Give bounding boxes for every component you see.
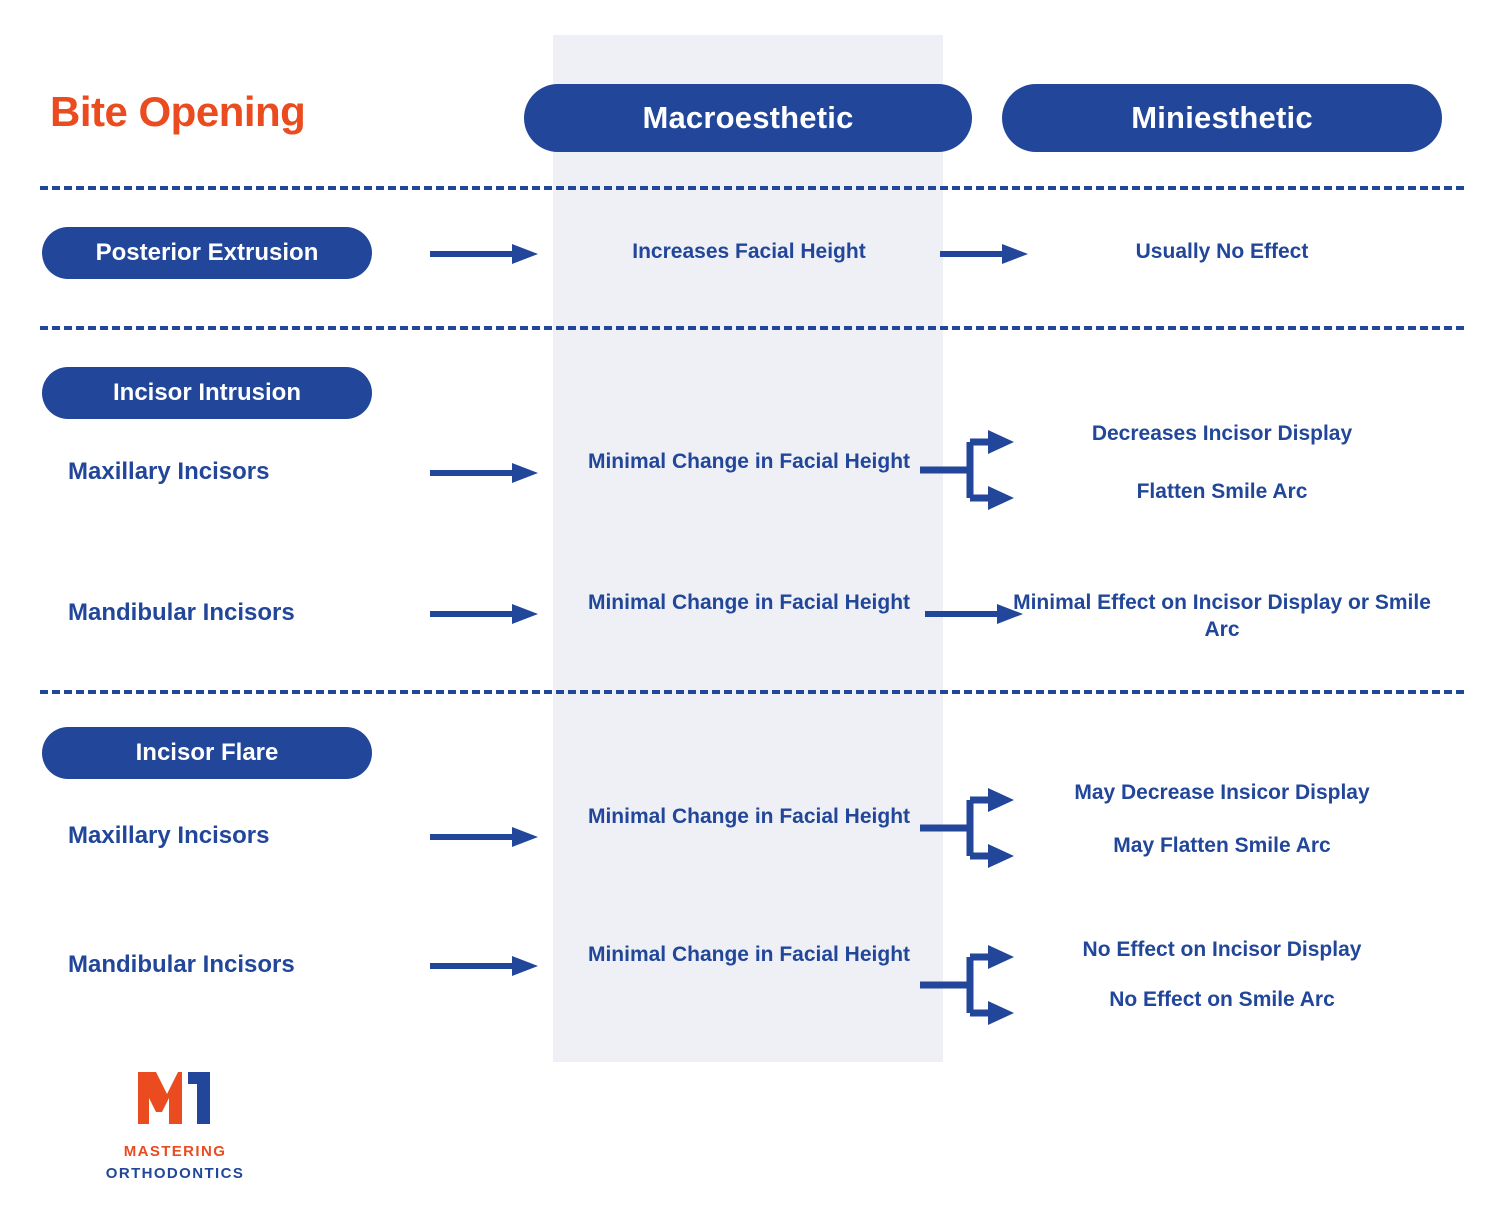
cell-mini-mandibular-intrusion-0: Minimal Effect on Incisor Display or Smile Arc xyxy=(1013,591,1431,642)
row-label-maxillary-incisors-intrusion: Maxillary Incisors xyxy=(68,458,270,485)
logo-text-line1: MASTERING xyxy=(123,1143,227,1160)
branch-arrow-maxillary-flare xyxy=(920,778,1020,878)
branch-arrow-maxillary-intrusion xyxy=(920,420,1020,520)
page-title: Bite Opening xyxy=(50,88,306,135)
arrow-mandibular-intrusion-to-macro xyxy=(430,603,540,625)
cell-mini-maxillary-flare-1: May Flatten Smile Arc xyxy=(1113,834,1331,857)
row-label-mandibular-incisors-flare: Mandibular Incisors xyxy=(68,951,295,978)
cell-mini-maxillary-intrusion-1: Flatten Smile Arc xyxy=(1136,480,1308,503)
divider-top xyxy=(40,186,1464,190)
brand-logo xyxy=(60,1068,290,1185)
section-label-incisor-flare: Incisor Flare xyxy=(42,727,372,779)
cell-mini-posterior-extrusion-0: Usually No Effect xyxy=(1135,240,1309,263)
branch-arrow-mandibular-flare xyxy=(920,935,1020,1035)
cell-macro-mandibular-intrusion: Minimal Change in Facial Height xyxy=(587,591,911,614)
column-header-miniesthetic: Miniesthetic xyxy=(1002,84,1442,152)
divider-after-posterior-extrusion xyxy=(40,326,1464,330)
cell-mini-mandibular-flare-1: No Effect on Smile Arc xyxy=(1109,988,1335,1011)
row-label-mandibular-incisors-intrusion: Mandibular Incisors xyxy=(68,599,295,626)
divider-after-incisor-intrusion xyxy=(40,690,1464,694)
cell-macro-maxillary-intrusion: Minimal Change in Facial Height xyxy=(587,450,911,473)
cell-macro-posterior-extrusion: Increases Facial Height xyxy=(632,240,866,263)
cell-mini-maxillary-intrusion-0: Decreases Incisor Display xyxy=(1091,422,1353,445)
cell-mini-maxillary-flare-0: May Decrease Insicor Display xyxy=(1074,781,1370,804)
row-label-maxillary-incisors-flare: Maxillary Incisors xyxy=(68,822,270,849)
column-header-macroesthetic: Macroesthetic xyxy=(524,84,972,152)
logo-text-line2: ORTHODONTICS xyxy=(105,1164,245,1182)
arrow-maxillary-flare-to-macro xyxy=(430,826,540,848)
cell-macro-maxillary-flare: Minimal Change in Facial Height xyxy=(587,805,911,828)
logo-text xyxy=(60,1141,290,1185)
arrow-maxillary-intrusion-to-macro xyxy=(430,462,540,484)
row-label-posterior-extrusion: Posterior Extrusion xyxy=(42,227,372,279)
arrow-posterior-to-macro xyxy=(430,243,540,265)
logo-mark-icon xyxy=(60,1068,290,1131)
cell-macro-mandibular-flare: Minimal Change in Facial Height xyxy=(587,943,911,966)
arrow-mandibular-flare-to-macro xyxy=(430,955,540,977)
section-label-incisor-intrusion: Incisor Intrusion xyxy=(42,367,372,419)
cell-mini-mandibular-flare-0: No Effect on Incisor Display xyxy=(1082,938,1362,961)
arrow-macro-to-mini-mandibular-intrusion xyxy=(925,603,1025,625)
